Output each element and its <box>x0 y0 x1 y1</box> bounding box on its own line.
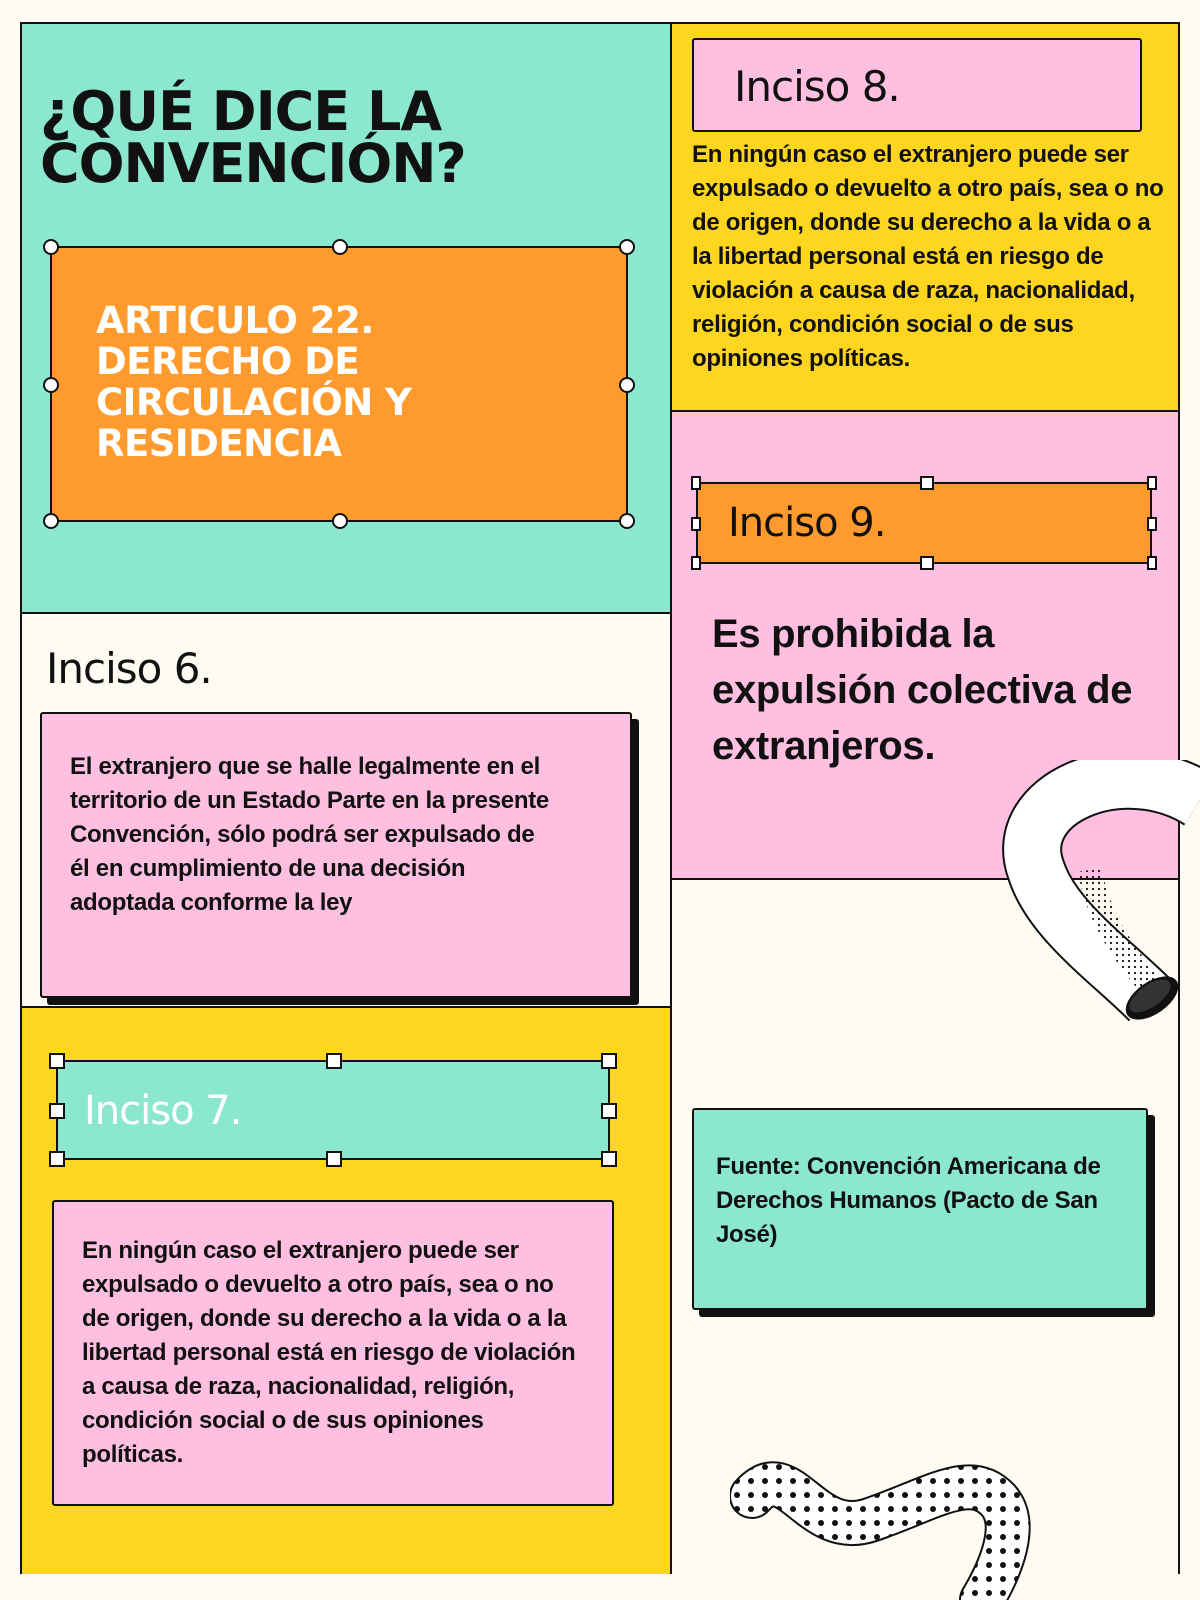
resize-handle-e[interactable] <box>601 1103 617 1119</box>
inciso-8-heading: Inciso 8. <box>734 62 900 111</box>
resize-handle-s[interactable] <box>920 556 934 570</box>
arch-tube-decoration <box>1000 760 1200 1030</box>
resize-handle-se[interactable] <box>1147 556 1157 570</box>
inciso-9-heading: Inciso 9. <box>728 500 886 546</box>
inciso-7-card <box>52 1200 614 1506</box>
resize-handle-se[interactable] <box>619 513 635 529</box>
inciso-6-text: El extranjero que se halle legalmente en el territorio de un Estado Parte en la presente Convención, sólo podrá ser expulsado de él en cumplimiento de una decisión adoptada conforme la ley <box>70 753 549 916</box>
inciso-6-heading: Inciso 6. <box>46 644 212 693</box>
resize-handle-ne[interactable] <box>619 239 635 255</box>
source-text: Fuente: Convención Americana de Derechos Humanos (Pacto de San José) <box>716 1153 1101 1248</box>
resize-handle-ne[interactable] <box>1147 476 1157 490</box>
inciso-9-text: Es prohibida la expulsión colectiva de extranjeros. <box>712 612 1133 768</box>
resize-handle-s[interactable] <box>332 513 348 529</box>
article-line-2: DERECHO DE <box>96 340 360 383</box>
inciso-7-text: En ningún caso el extranjero puede ser expulsado o devuelto a otro país, sea o no de origen, donde su derecho a la vida o a la libertad personal está en riesgo de violación a causa de raza, nacionalidad, religión, condición social o de sus opiniones políticas. <box>82 1237 576 1468</box>
resize-handle-nw[interactable] <box>49 1053 65 1069</box>
resize-handle-sw[interactable] <box>49 1151 65 1167</box>
inciso-8-text: En ningún caso el extranjero puede ser expulsado o devuelto a otro país, sea o no de origen, donde su derecho a la vida o a la libertad personal está en riesgo de violación a causa de raza, nacionalidad, religión, condición social o de sus opiniones políticas. <box>692 141 1164 372</box>
inciso-7-label-box[interactable] <box>56 1060 610 1160</box>
resize-handle-nw[interactable] <box>691 476 701 490</box>
inciso-9-label-box[interactable] <box>696 482 1152 564</box>
resize-handle-sw[interactable] <box>43 513 59 529</box>
resize-handle-sw[interactable] <box>691 556 701 570</box>
resize-handle-n[interactable] <box>326 1053 342 1069</box>
resize-handle-ne[interactable] <box>601 1053 617 1069</box>
article-heading <box>96 300 411 464</box>
article-box[interactable] <box>50 246 628 522</box>
resize-handle-w[interactable] <box>43 377 59 393</box>
article-line-4: RESIDENCIA <box>96 422 342 465</box>
resize-handle-s[interactable] <box>326 1151 342 1167</box>
article-line-1: ARTICULO 22. <box>96 299 374 342</box>
inciso-7-section <box>22 1008 670 1574</box>
page-title: ¿QUÉ DICE LA CONVENCIÓN? <box>40 80 466 195</box>
inciso-6-card <box>40 712 632 998</box>
resize-handle-n[interactable] <box>920 476 934 490</box>
article-line-3: CIRCULACIÓN Y <box>96 381 412 424</box>
resize-handle-se[interactable] <box>601 1151 617 1167</box>
source-card <box>692 1108 1148 1310</box>
title-section <box>22 24 670 612</box>
resize-handle-e[interactable] <box>1147 517 1157 531</box>
inciso-7-heading: Inciso 7. <box>84 1088 242 1134</box>
resize-handle-w[interactable] <box>691 517 701 531</box>
dotted-squiggle-decoration <box>730 1460 1050 1600</box>
resize-handle-e[interactable] <box>619 377 635 393</box>
inciso-8-label-box <box>692 38 1142 132</box>
inciso-8-section <box>672 24 1178 410</box>
resize-handle-nw[interactable] <box>43 239 59 255</box>
inciso-6-section <box>22 614 670 1006</box>
resize-handle-w[interactable] <box>49 1103 65 1119</box>
resize-handle-n[interactable] <box>332 239 348 255</box>
